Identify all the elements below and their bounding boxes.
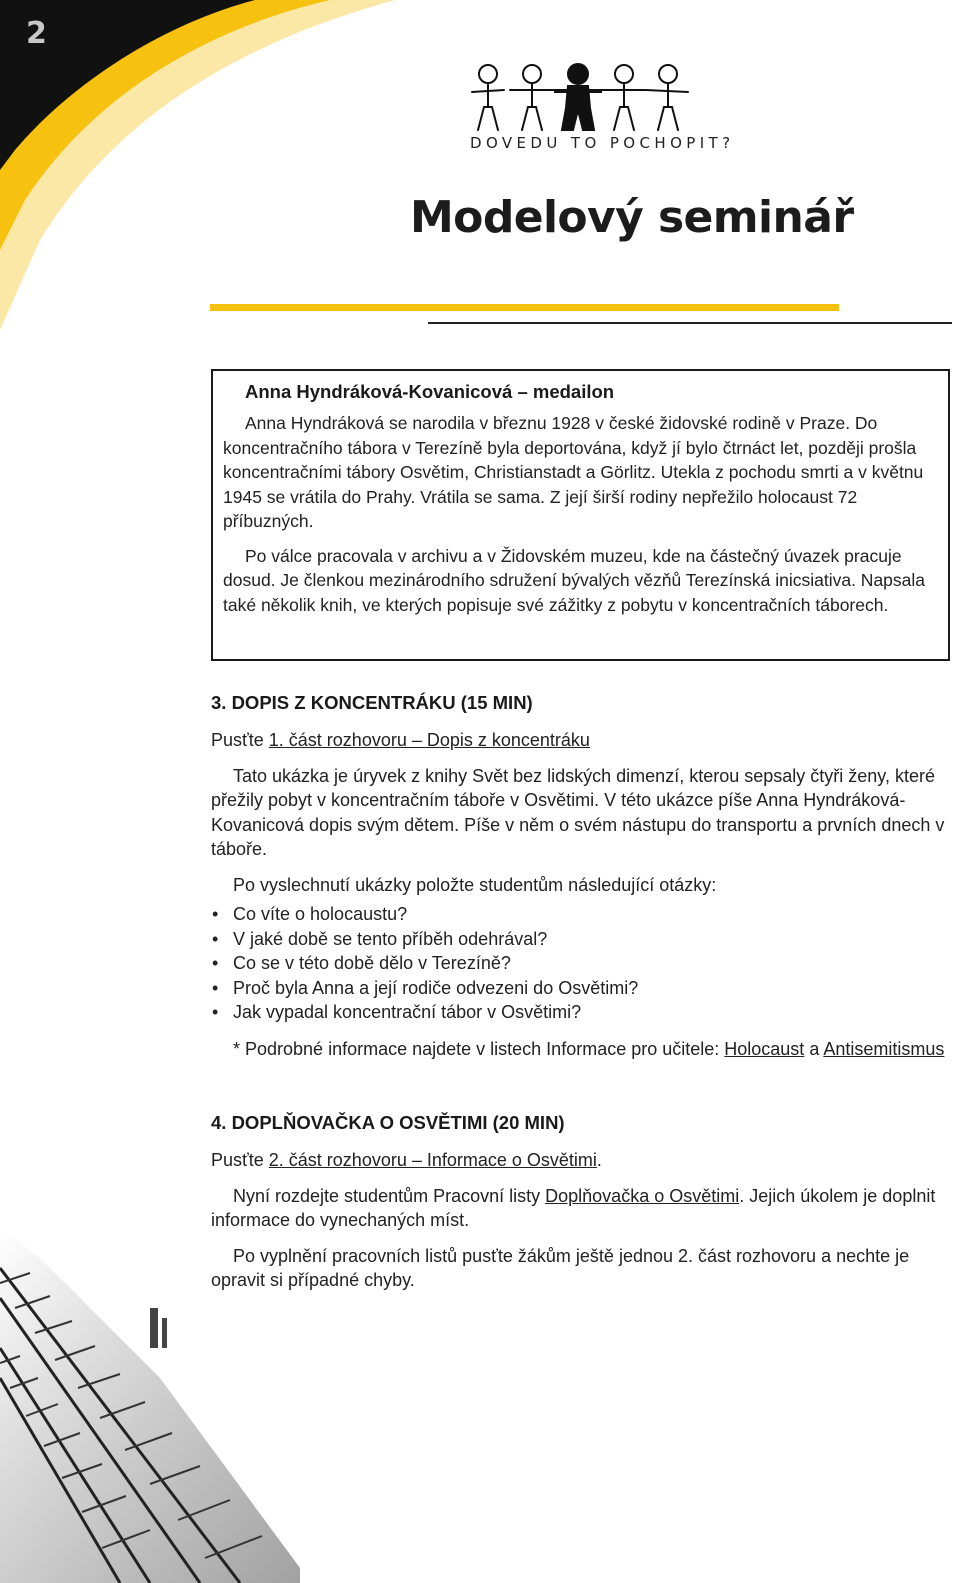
section-heading: 4. DOPLŇOVAČKA O OSVĚTIMI (20 MIN)	[211, 1112, 565, 1133]
bio-paragraph: Po válce pracovala v archivu a v Židovském muzeu, kde na částečný úvazek pracuje dosud. Je členkou mezinárodního sdružení bývalých vězňů Terezínská inicsiativa. Napsala také několik knih, ve kterých popisuje své zážitky z pobytu v koncentračních táborech.	[223, 545, 926, 615]
list-item	[211, 976, 951, 1001]
play-prefix: Pusťte	[211, 1150, 269, 1170]
question-text: Co víte o holocaustu?	[233, 904, 408, 924]
question-text: Jak vypadal koncentrační tábor v Osvětimi?	[233, 1002, 582, 1022]
task-prefix: Nyní rozdejte studentům Pracovní listy	[233, 1185, 546, 1206]
spacer	[211, 1072, 951, 1110]
interview-part-1-link[interactable]: 1. část rozhovoru – Dopis z koncentráku	[268, 730, 590, 750]
bullet-icon: •	[212, 953, 219, 973]
question-list	[211, 902, 951, 1025]
logo	[470, 62, 735, 152]
questions-lead: Po vyslechnutí ukázky položte studentům následující otázky:	[233, 874, 717, 895]
bullet-icon: •	[212, 904, 219, 924]
interview-part-2-link[interactable]: 2. část rozhovoru – Informace o Osvětimi	[268, 1150, 597, 1170]
section-heading: 3. DOPIS Z KONCENTRÁKU (15 MIN)	[211, 692, 533, 713]
info-note	[211, 1037, 951, 1062]
bullet-icon: •	[212, 1002, 219, 1022]
bio-paragraph: Anna Hyndráková se narodila v březnu 1928 v české židovské rodině v Praze. Do koncentračního tábora v Terezíně byla deportována, když jí bylo čtrnáct let, později prošla koncentračními tábory Osvětim, Christianstadt a Görlitz. Utekla z pochodu smrti a v květnu 1945 se vrátila do Prahy. Vrátila se sama. Z její širší rodiny nepřežilo holocaust 72 příbuzných.	[223, 413, 924, 531]
bullet-icon: •	[212, 977, 219, 998]
bio-title: Anna Hyndráková-Kovanicová – medailon	[245, 381, 615, 402]
bullet-icon: •	[212, 928, 219, 949]
black-divider	[428, 322, 952, 324]
excerpt-intro: Tato ukázka je úryvek z knihy Svět bez lidských dimenzí, kterou sepsaly čtyři ženy, které přežily pobyt v koncentračním táboře v Osvětimi. V této ukázce píše Anna Hyndráková-Kovanicová dopis svým dětem. Píše v něm o svém nástupu do transportu a prvních dnech v táboře.	[211, 765, 945, 859]
yellow-divider	[210, 304, 839, 311]
page-title: Modelový seminář	[410, 192, 854, 243]
after-instruction: Po vyplnění pracovních listů pusťte žákům ještě jednou 2. část rozhovoru a nechte je opravit si případné chyby.	[211, 1245, 910, 1290]
note-connector: a	[804, 1038, 824, 1059]
railway-tracks-photo	[0, 1228, 300, 1583]
question-text: Proč byla Anna a její rodiče odvezeni do Osvětimi?	[233, 977, 639, 998]
holocaust-link[interactable]: Holocaust	[724, 1038, 805, 1059]
list-item	[211, 1000, 951, 1025]
question-text: Co se v této době dělo v Terezíně?	[233, 953, 511, 973]
antisemitismus-link[interactable]: Antisemitismus	[823, 1038, 945, 1059]
logo-text: DOVEDU TO POCHOPIT?	[470, 134, 735, 152]
paper-chain-people-icon	[470, 62, 690, 132]
worksheet-link[interactable]: Doplňovačka o Osvětimi	[545, 1185, 740, 1206]
question-text: V jaké době se tento příběh odehrával?	[233, 928, 548, 949]
list-item	[211, 951, 951, 976]
task-suffix: . Jejich úkolem je doplnit informace do vynechaných míst.	[211, 1185, 936, 1230]
main-content	[211, 690, 951, 1304]
task-instruction	[211, 1184, 951, 1233]
note-prefix: * Podrobné informace najdete v listech Informace pro učitele:	[233, 1038, 725, 1059]
list-item	[211, 927, 951, 952]
corner-swoosh-graphic	[0, 0, 420, 340]
play-instruction	[211, 1148, 951, 1173]
play-suffix: .	[596, 1150, 602, 1170]
page-number: 2	[26, 16, 47, 51]
play-instruction	[211, 728, 951, 753]
bio-box	[211, 369, 950, 661]
list-item	[211, 902, 951, 927]
play-prefix: Pusťte	[211, 730, 269, 750]
